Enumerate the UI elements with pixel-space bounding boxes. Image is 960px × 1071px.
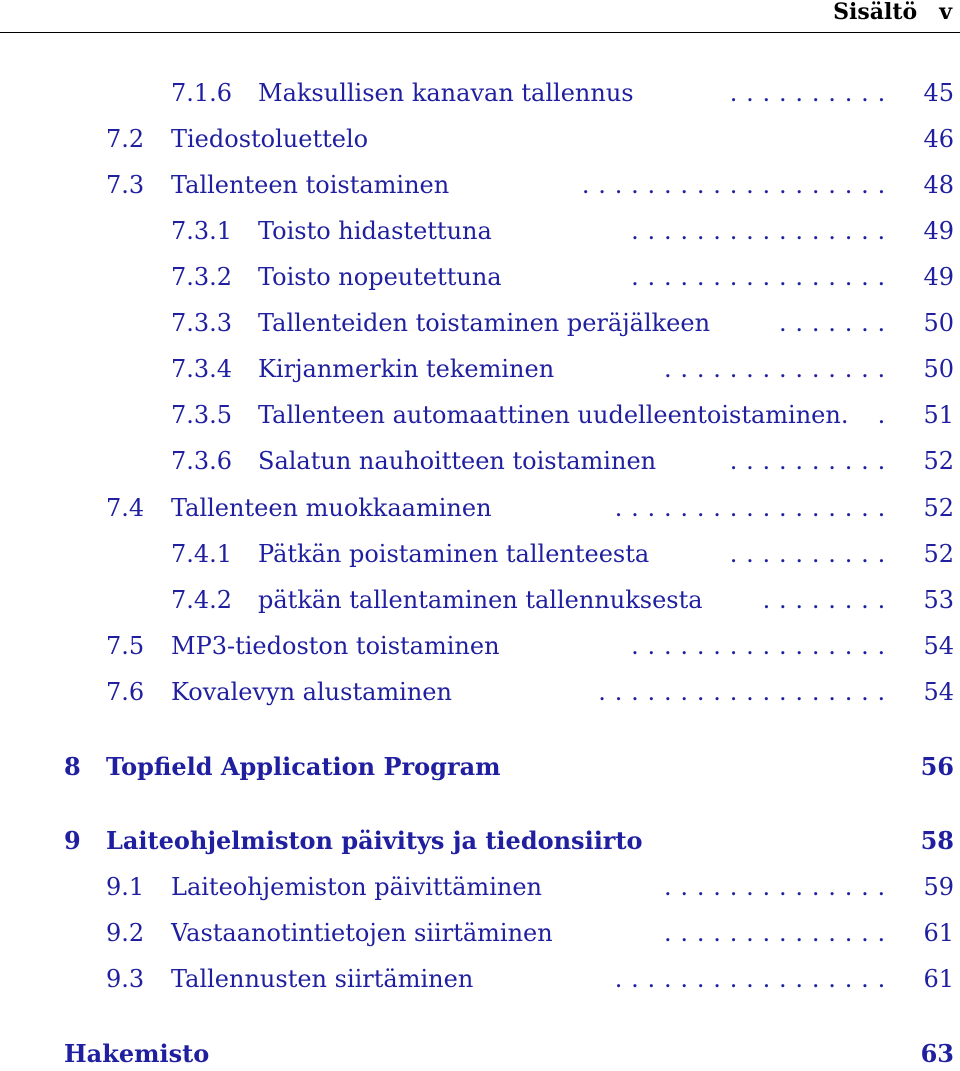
toc-entry-page: 58	[920, 826, 954, 855]
toc-entry-title: Kovalevyn alustaminen	[171, 678, 452, 706]
toc-entry-title: Toisto nopeutettuna	[258, 263, 502, 291]
toc-leader-dots: ................	[631, 632, 894, 660]
toc-entry[interactable]	[0, 675, 960, 709]
toc-entry[interactable]	[0, 352, 960, 386]
toc-entry-page: 59	[923, 873, 954, 901]
header-page-number: v	[939, 0, 952, 25]
toc-entry-number: 8	[64, 752, 81, 781]
page-header	[0, 0, 960, 33]
toc-leader-dots: .	[877, 401, 894, 429]
toc-entry-title: Maksullisen kanavan tallennus	[258, 79, 634, 107]
toc-leader-dots: .......	[778, 309, 894, 337]
toc-entry-title: Tallenteen toistaminen	[171, 171, 450, 199]
toc-entry-page: 56	[920, 752, 954, 781]
toc-entry-page: 53	[923, 586, 954, 614]
toc-entry-page: 54	[923, 678, 954, 706]
toc-entry-page: 50	[923, 355, 954, 383]
toc-leader-dots: ..........	[729, 447, 894, 475]
toc-entry-title: Tallenteen muokkaaminen	[171, 494, 492, 522]
toc-entry-title: Tallenteen automaattinen uudelleentoistaminen.	[258, 401, 849, 429]
running-header	[833, 0, 952, 24]
toc-entry-number: 7.4	[106, 494, 145, 522]
toc-entry-number: 7.5	[106, 632, 145, 660]
toc-entry-title: Kirjanmerkin tekeminen	[258, 355, 555, 383]
toc-entry-page: 46	[923, 125, 954, 153]
toc-entry-title: Tallennusten siirtäminen	[171, 965, 474, 993]
toc-entry[interactable]	[0, 444, 960, 478]
toc-entry-page: 49	[923, 217, 954, 245]
toc-leader-dots: .................	[614, 965, 894, 993]
header-title: Sisältö	[833, 0, 918, 25]
toc-entry-page: 51	[923, 401, 954, 429]
toc-entry-number: 9.3	[106, 965, 145, 993]
toc-entry-number: 7.3.3	[171, 309, 233, 337]
toc-entry[interactable]	[0, 870, 960, 904]
toc-entry-page: 48	[923, 171, 954, 199]
toc-entry[interactable]	[0, 824, 960, 858]
toc-leader-dots: ..................	[598, 678, 894, 706]
toc-entry-page: 49	[923, 263, 954, 291]
toc-entry-number: 7.6	[106, 678, 145, 706]
toc-entry-number: 7.1.6	[171, 79, 233, 107]
toc-entry[interactable]	[0, 1037, 960, 1071]
toc-leader-dots: .................	[614, 494, 894, 522]
toc-entry-number: 7.4.1	[171, 540, 233, 568]
toc-entry-number: 7.3.6	[171, 447, 233, 475]
toc-entry-page: 52	[923, 540, 954, 568]
toc-entry[interactable]	[0, 76, 960, 110]
toc-entry-number: 7.3.5	[171, 401, 233, 429]
toc-entry-title: Vastaanotintietojen siirtäminen	[171, 919, 553, 947]
toc-entry[interactable]	[0, 306, 960, 340]
toc-entry-title: Salatun nauhoitteen toistaminen	[258, 447, 657, 475]
toc-entry[interactable]	[0, 122, 960, 156]
toc-entry-page: 45	[923, 79, 954, 107]
toc-entry-title: Topfield Application Program	[106, 752, 501, 781]
toc-entry-number: 7.3.2	[171, 263, 233, 291]
toc-entry[interactable]	[0, 537, 960, 571]
toc-leader-dots: ..............	[663, 873, 894, 901]
toc-entry-number: 7.4.2	[171, 586, 233, 614]
toc-entry-title: Tiedostoluettelo	[171, 125, 369, 153]
toc-entry[interactable]	[0, 583, 960, 617]
toc-entry-title: Hakemisto	[64, 1039, 210, 1068]
toc-entry[interactable]	[0, 962, 960, 996]
toc-leader-dots: ................	[631, 263, 894, 291]
toc-entry-title: Pätkän poistaminen tallenteesta	[258, 540, 650, 568]
toc-entry-title: Toisto hidastettuna	[258, 217, 492, 245]
toc-entry-page: 54	[923, 632, 954, 660]
toc-leader-dots: ..........	[729, 540, 894, 568]
toc-entry-number: 7.2	[106, 125, 145, 153]
toc-entry-number: 7.3.4	[171, 355, 233, 383]
toc-entry-title: Tallenteiden toistaminen peräjälkeen	[258, 309, 711, 337]
toc-entry[interactable]	[0, 214, 960, 248]
toc-leader-dots: ..............	[663, 355, 894, 383]
toc-leader-dots: ................	[631, 217, 894, 245]
toc-entry-page: 63	[920, 1039, 954, 1068]
toc-entry-title: Laiteohjelmiston päivitys ja tiedonsiirto	[106, 826, 643, 855]
toc-entry-page: 50	[923, 309, 954, 337]
toc-entry-number: 7.3.1	[171, 217, 233, 245]
toc-entry[interactable]	[0, 629, 960, 663]
toc-leader-dots: ..............	[663, 919, 894, 947]
toc-entry-title: Laiteohjemiston päivittäminen	[171, 873, 542, 901]
toc-entry-number: 9.1	[106, 873, 145, 901]
toc-entry[interactable]	[0, 750, 960, 784]
toc-entry[interactable]	[0, 491, 960, 525]
toc-leader-dots: ..........	[729, 79, 894, 107]
toc-entry-title: pätkän tallentaminen tallennuksesta	[258, 586, 703, 614]
toc-entry[interactable]	[0, 260, 960, 294]
toc-entry-page: 52	[923, 447, 954, 475]
toc-entry[interactable]	[0, 916, 960, 950]
toc-entry-page: 61	[923, 965, 954, 993]
toc-leader-dots: ...................	[581, 171, 894, 199]
toc-entry-number: 9.2	[106, 919, 145, 947]
toc-entry-page: 52	[923, 494, 954, 522]
toc-entry-title: MP3-tiedoston toistaminen	[171, 632, 500, 660]
toc-entry[interactable]	[0, 168, 960, 202]
toc-entry-page: 61	[923, 919, 954, 947]
toc-entry-number: 9	[64, 826, 81, 855]
toc-leader-dots: ........	[762, 586, 894, 614]
toc-entry[interactable]	[0, 398, 960, 432]
toc-entry-number: 7.3	[106, 171, 145, 199]
